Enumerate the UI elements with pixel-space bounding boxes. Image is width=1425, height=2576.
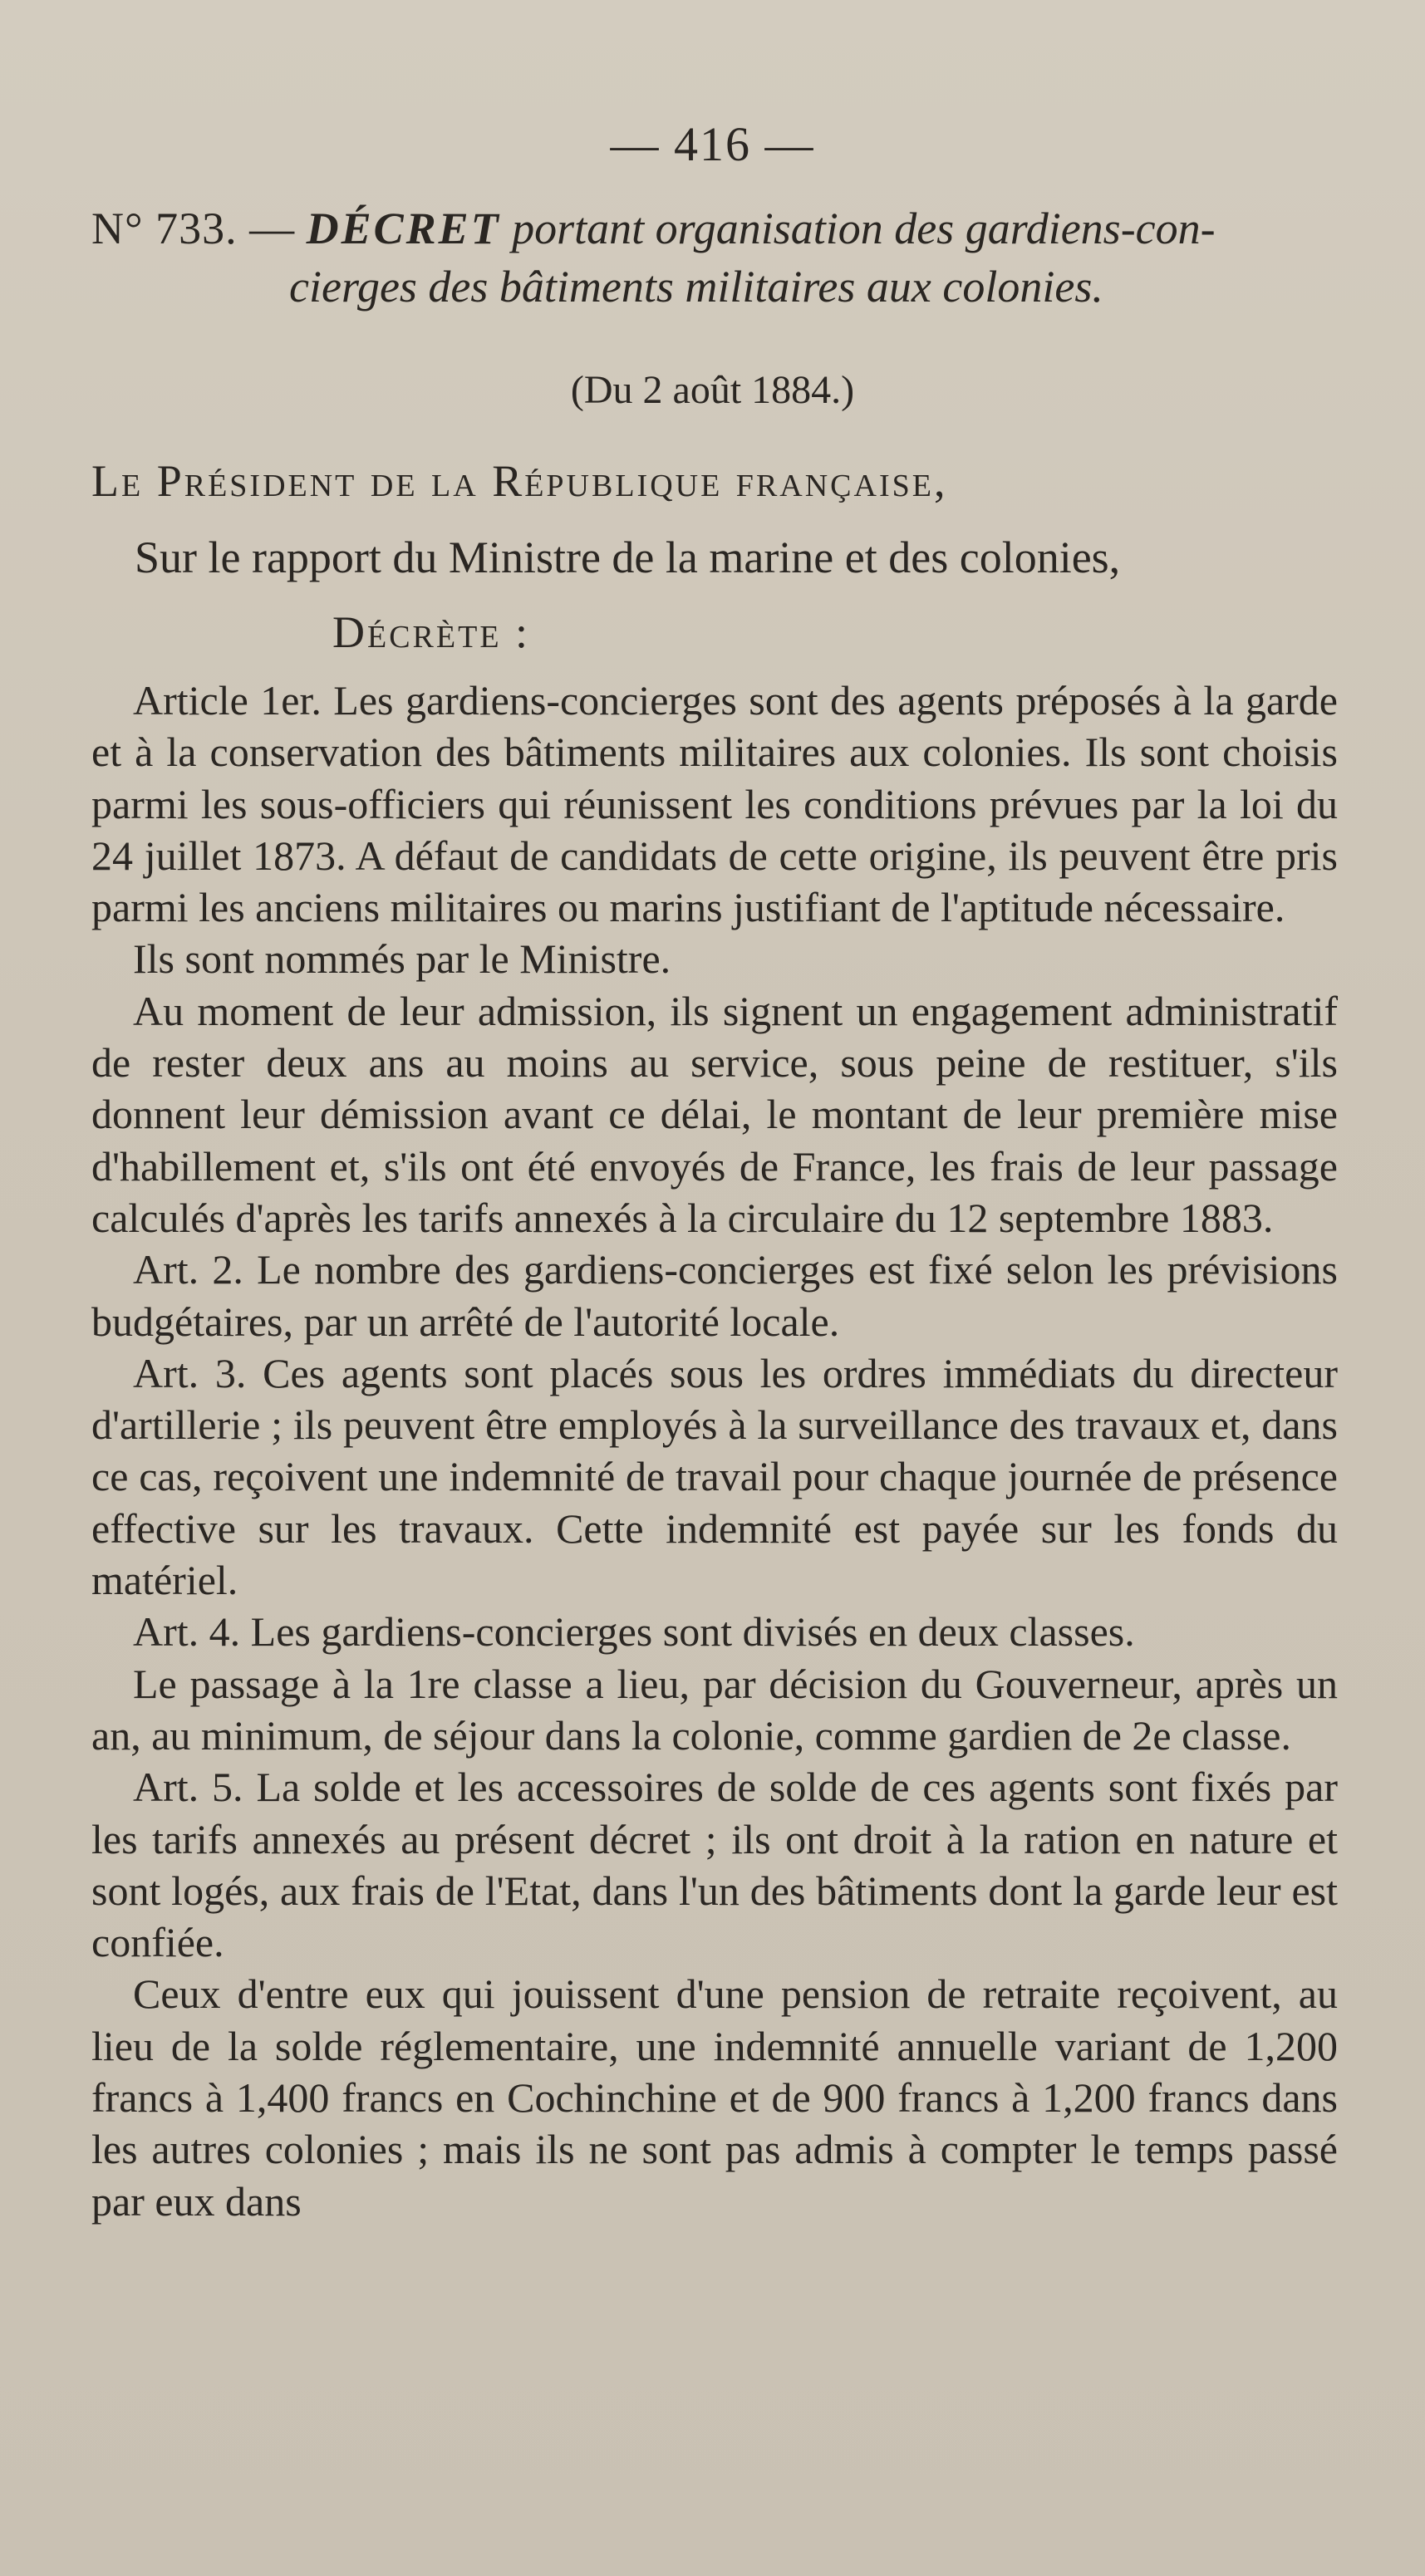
decree-date: (Du 2 août 1884.): [570, 368, 855, 412]
paragraph-article-1: Article 1er. Les gardiens-concierges sont des agents préposés à la garde et à la conservation des bâtiments militaires aux colonies. Ils sont choisis parmi les sous-officiers qui réunissent les conditions prévues par la loi du 24 juillet 1873. A défaut de candidats de cette origine, ils peuvent être pris parmi les anciens militaires ou marins justifiant de l'aptitude nécessaire.: [91, 677, 1338, 931]
paragraph-article-4: Art. 4. Les gardiens-concierges sont divisés en deux classes.: [133, 1608, 1135, 1656]
decree-heading: [91, 199, 1354, 316]
decree-title-rest: portant organisation des gardiens-con-: [512, 204, 1216, 253]
decree-title-line-2: cierges des bâtiments militaires aux colonies.: [289, 262, 1103, 312]
paragraph-article-5: Art. 5. La solde et les accessoires de solde de ces agents sont fixés par les tarifs annexés au présent décret ; ils ont droit à la ration en nature et sont logés, aux frais de l'Etat, dans l'un des bâtiments dont la garde leur est confiée.: [91, 1764, 1338, 1966]
paragraph-admission: Au moment de leur admission, ils signent un engagement administratif de rester deux ans au moins au service, sous peine de restituer, s'ils donnent leur démission avant ce délai, le montant de leur première mise d'habillement et, s'ils ont été envoyés de France, les frais de leur passage calculés d'après les tarifs annexés à la circulaire du 12 septembre 1883.: [91, 987, 1338, 1241]
paragraph-nomination: Ils sont nommés par le Ministre.: [133, 935, 671, 983]
decree-number: N° 733. —: [91, 204, 296, 253]
paragraph-article-2: Art. 2. Le nombre des gardiens-concierges est fixé selon les prévisions budgétaires, par un arrêté de l'autorité locale.: [91, 1246, 1338, 1345]
paragraph-passage-classe: Le passage à la 1re classe a lieu, par décision du Gouverneur, après un an, au minimum, de séjour dans la colonie, comme gardien de 2e classe.: [91, 1660, 1338, 1759]
decree-body: [91, 675, 1338, 2227]
paragraph-article-3: Art. 3. Ces agents sont placés sous les ordres immédiats du directeur d'artillerie ; ils peuvent être employés à la surveillance des travaux et, dans ce cas, reçoivent une indemnité de travail pour chaque journée de présence effective sur les travaux. Cette indemnité est payée sur les fonds du matériel.: [91, 1349, 1338, 1604]
decrete-line: Décrète :: [332, 607, 531, 657]
paragraph-pension: Ceux d'entre eux qui jouissent d'une pension de retraite reçoivent, au lieu de la solde réglementaire, une indemnité annuelle variant de 1,200 francs à 1,400 francs en Cochinchine et de 900 francs à 1,200 francs dans les autres colonies ; mais ils ne sont pas admis à compter le temps passé par eux dans: [91, 1970, 1338, 2225]
page-number: — 416 —: [610, 117, 815, 171]
rapport-line: Sur le rapport du Ministre de la marine et des colonies,: [135, 532, 1121, 582]
president-line: Le Président de la République française,: [91, 456, 948, 506]
decree-title: [307, 204, 1216, 253]
heading-line-1: [91, 199, 1354, 258]
decree-title-word: DÉCRET: [306, 204, 501, 253]
